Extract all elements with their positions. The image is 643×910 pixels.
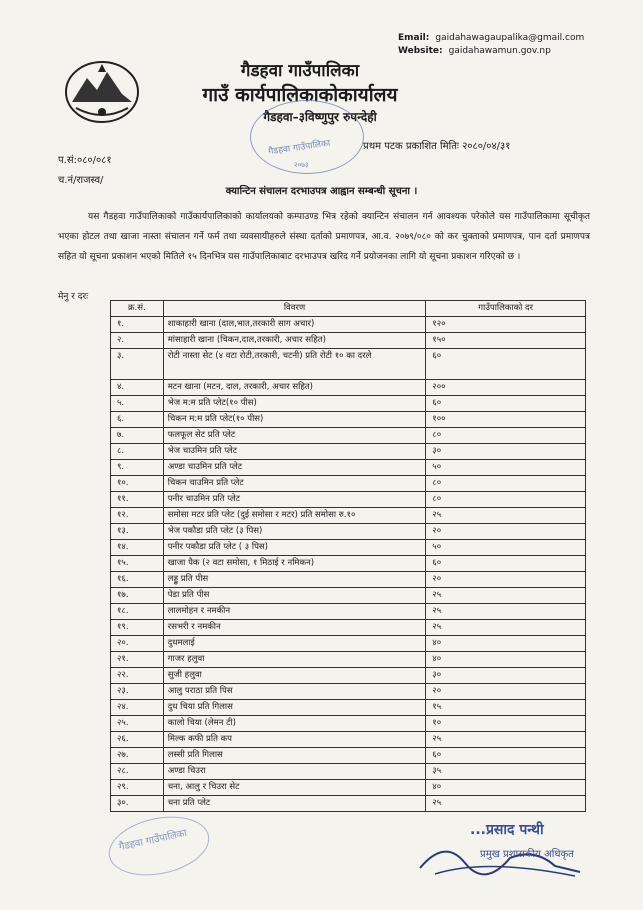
row-serial: ९. (111, 460, 164, 476)
table-row (111, 780, 586, 796)
row-serial: १९. (111, 620, 164, 636)
row-rate: ६० (426, 556, 586, 572)
row-serial: २८. (111, 764, 164, 780)
row-description: लालमोहन र नमकीन (163, 604, 426, 620)
row-description: दुधमलाई (163, 636, 426, 652)
table-body (111, 317, 586, 812)
table-row (111, 732, 586, 748)
row-description: सुजी हलुवा (163, 668, 426, 684)
row-serial: १२. (111, 508, 164, 524)
row-rate: ८० (426, 476, 586, 492)
row-serial: १०. (111, 476, 164, 492)
table-row (111, 556, 586, 572)
table-row (111, 748, 586, 764)
table-row (111, 540, 586, 556)
row-rate: ३० (426, 668, 586, 684)
table-row (111, 380, 586, 396)
row-description: चना प्रति प्लेट (163, 796, 426, 812)
published-date: प्रथम पटक प्रकाशित मितिः २०८०/०४/३१ (363, 141, 511, 152)
row-rate: ४० (426, 780, 586, 796)
notice-subject: क्यान्टिन संचालन दरभाउपत्र आह्वान सम्बन्धी सूचना । (225, 186, 418, 197)
table-row (111, 684, 586, 700)
row-rate: १२० (426, 317, 586, 333)
row-serial: ५. (111, 396, 164, 412)
dispatch-number: च.नं/राजस्व/ (58, 175, 104, 186)
row-rate: २५ (426, 508, 586, 524)
row-rate: २०० (426, 380, 586, 396)
municipality-name: गैडहवा गाउँपालिका (240, 61, 360, 81)
row-serial: २४. (111, 700, 164, 716)
row-rate: १० (426, 716, 586, 732)
header-description: विवरण (163, 301, 426, 317)
row-serial: १४. (111, 540, 164, 556)
row-rate: १०० (426, 412, 586, 428)
table-row (111, 428, 586, 444)
row-rate: २५ (426, 588, 586, 604)
row-serial: २. (111, 333, 164, 349)
row-rate: ४० (426, 636, 586, 652)
row-serial: २०. (111, 636, 164, 652)
table-row (111, 620, 586, 636)
row-description: दुध चिया प्रति गिलास (163, 700, 426, 716)
signature-stamp-text: गैडहवा गाउँपालिका (117, 827, 188, 854)
table-row (111, 588, 586, 604)
row-rate: ८० (426, 492, 586, 508)
row-serial: १५. (111, 556, 164, 572)
row-description: पनीर पकौडा प्रति प्लेट ( ३ पिस) (163, 540, 426, 556)
row-rate: १५ (426, 700, 586, 716)
row-description: अण्डा चिउरा (163, 764, 426, 780)
office-stamp-year: २०७३ (294, 161, 309, 169)
row-rate: ४० (426, 652, 586, 668)
table-row (111, 412, 586, 428)
table-row (111, 349, 586, 380)
table-row (111, 668, 586, 684)
reference-number: प.सं:०८०/०८१ (58, 155, 112, 166)
row-rate: ८० (426, 428, 586, 444)
table-row (111, 508, 586, 524)
row-description: चिकन म:म प्रति प्लेट(१० पीस) (163, 412, 426, 428)
office-address: गैडहवा–३विष्णुपुर रुपन्देही (263, 110, 377, 124)
row-description: मटन खाना (मटन, दाल, तरकारी, अचार सहित) (163, 380, 426, 396)
nepal-emblem-icon (62, 52, 142, 126)
row-description: भेज चाउमिन प्रति प्लेट (163, 444, 426, 460)
row-serial: २५. (111, 716, 164, 732)
row-rate: ५० (426, 460, 586, 476)
row-rate: २० (426, 524, 586, 540)
menu-label: मेनु र दरः (58, 292, 89, 302)
website-label: Website: (398, 46, 443, 56)
table-row (111, 460, 586, 476)
email-label: Email: (398, 33, 430, 43)
row-description: भेज म:म प्रति प्लेट(१० पीस) (163, 396, 426, 412)
row-rate: २० (426, 572, 586, 588)
row-description: पनीर चाउमिन प्रति प्लेट (163, 492, 426, 508)
row-serial: २७. (111, 748, 164, 764)
table-row (111, 317, 586, 333)
row-serial: ६. (111, 412, 164, 428)
row-serial: ३. (111, 349, 164, 380)
row-description: फलफूल सेट प्रति प्लेट (163, 428, 426, 444)
table-row (111, 492, 586, 508)
website-address: gaidahawamun.gov.np (448, 46, 551, 56)
row-serial: १७. (111, 588, 164, 604)
row-description: चना, आलु र चिउरा सेट (163, 780, 426, 796)
row-serial: २३. (111, 684, 164, 700)
row-serial: २९. (111, 780, 164, 796)
contact-block (398, 32, 584, 58)
row-rate: ५० (426, 540, 586, 556)
row-rate: २५ (426, 620, 586, 636)
row-description: चिकन चाउमिन प्रति प्लेट (163, 476, 426, 492)
table-header-row (111, 301, 586, 317)
row-serial: १३. (111, 524, 164, 540)
header-serial: क्र.सं. (111, 301, 164, 317)
header-rate: गाउँपालिकाको दर (426, 301, 586, 317)
rate-table (110, 300, 586, 812)
row-description: आलु पराठा प्रति पिस (163, 684, 426, 700)
row-rate: २० (426, 684, 586, 700)
row-description: रोटी नास्ता सेट (४ वटा रोटी,तरकारी, चटनी) प्रति रोटी १० का दरले (163, 349, 426, 380)
row-description: गाजर हलुवा (163, 652, 426, 668)
notice-body: यस गैडहवा गाउँपालिकाको गाउँकार्यपालिकाको कार्यालयको कम्पाउण्ड भित्र रहेको क्यान्टिन संचालन गर्न आवश्यक परेकोले यस गाउँपालिकामा सूचीकृत भएका होटल तथा खाजा नास्ता संचालन गर्ने फर्म तथा व्यवसायीहरुले संस्था दर्ताको प्रमाणपत्र, आ.व. २०७९/०८० को कर चुक्ताको प्रमाणपत्र, पान दर्ता प्रमाणपत्र सहित यो सूचना प्रकाशन भएको मितिले १५ दिनभित्र यस गाउँपालिकाबाट दरभाउपत्र खरिद गर्ने प्रयोजनका लागि यो सूचना प्रकाशन गरिएको छ । (58, 212, 590, 262)
table-row (111, 572, 586, 588)
table-row (111, 396, 586, 412)
row-serial: १८. (111, 604, 164, 620)
table-row (111, 333, 586, 349)
row-rate: ६० (426, 349, 586, 380)
row-serial: ४. (111, 380, 164, 396)
row-serial: ३०. (111, 796, 164, 812)
row-serial: १. (111, 317, 164, 333)
email-address: gaidahawagaupalika@gmail.com (435, 33, 585, 43)
row-serial: २१. (111, 652, 164, 668)
row-description: अण्डा चाउमिन प्रति प्लेट (163, 460, 426, 476)
signatory-title: प्रमुख प्रशासकीय अधिकृत (480, 849, 574, 860)
row-description: रसभरी र नमकीन (163, 620, 426, 636)
row-rate: २५ (426, 796, 586, 812)
row-description: लस्सी प्रति गिलास (163, 748, 426, 764)
office-name: गाउँ कार्यपालिकाकोकार्यालय (202, 84, 398, 106)
row-description: कालो चिया (लेमन टी) (163, 716, 426, 732)
row-serial: ११. (111, 492, 164, 508)
office-stamp-text: गैडहवा गाउँपालिका (267, 138, 331, 158)
row-rate: ६० (426, 748, 586, 764)
row-description: शाकाहारी खाना (दाल,भात,तरकारी साग अचार) (163, 317, 426, 333)
table-row (111, 476, 586, 492)
row-description: मिल्क कफी प्रति कप (163, 732, 426, 748)
row-rate: ३५ (426, 764, 586, 780)
table-row (111, 524, 586, 540)
table-row (111, 636, 586, 652)
table-row (111, 604, 586, 620)
row-description: खाजा पैक (२ वटा समोसा, १ मिठाई र नमिकन) (163, 556, 426, 572)
row-serial: ७. (111, 428, 164, 444)
row-description: भेज पकौडा प्रति प्लेट (३ पिस) (163, 524, 426, 540)
table-row (111, 764, 586, 780)
row-serial: २२. (111, 668, 164, 684)
row-rate: ६० (426, 396, 586, 412)
row-rate: २५ (426, 604, 586, 620)
row-description: पेडा प्रति पीस (163, 588, 426, 604)
row-serial: ८. (111, 444, 164, 460)
signatory-name: ...प्रसाद पन्थी (470, 822, 544, 838)
row-description: मांसाहारी खाना (चिकन,दाल,तरकारी, अचार सहित) (163, 333, 426, 349)
row-description: समोसा मटर प्रति प्लेट (दुई समोसा र मटर) प्रति समोसा रु.१० (163, 508, 426, 524)
row-rate: ३० (426, 444, 586, 460)
table-row (111, 796, 586, 812)
row-serial: २६. (111, 732, 164, 748)
table-row (111, 652, 586, 668)
table-row (111, 444, 586, 460)
table-row (111, 716, 586, 732)
table-row (111, 700, 586, 716)
row-rate: २५ (426, 732, 586, 748)
row-serial: १६. (111, 572, 164, 588)
row-rate: १५० (426, 333, 586, 349)
row-description: लड्डु प्रति पीस (163, 572, 426, 588)
